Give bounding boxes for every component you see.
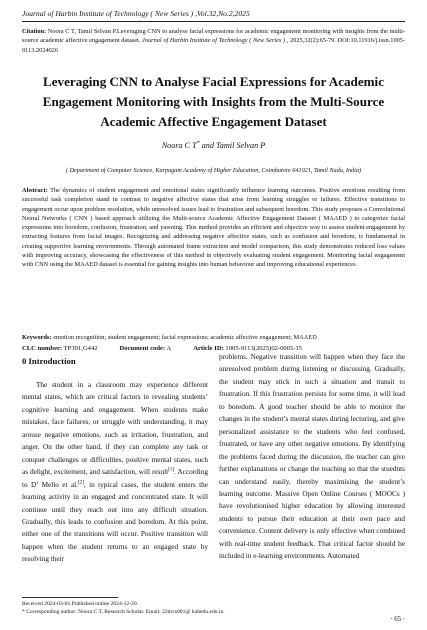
running-header xyxy=(22,9,405,18)
document-code-label: Document code: xyxy=(119,345,166,352)
keywords-label: Keywords: xyxy=(22,334,52,341)
page-number: · 65 · xyxy=(390,616,405,623)
document-code-value: A xyxy=(165,345,172,352)
citation-text: Noora C T, Tamil Selvan P.Leveraging CNN to analyse facial expressions for academic engagement monitoring with insights from the multi-source academic affective engagement dataset. xyxy=(22,28,405,45)
clc-label: CLC number: xyxy=(22,345,63,352)
citation-block xyxy=(22,27,405,55)
footnote-rule xyxy=(22,597,118,598)
article-id-value: 1005-9113(2025)02-0065-15 xyxy=(223,345,303,352)
corresponding-author-mark: * xyxy=(196,140,200,147)
citation-doi[interactable]: 2025,32(2):65-79. DOI:10.11916/j.issn.1005-9113.2024026 xyxy=(22,37,405,54)
abstract-label: Abstract: xyxy=(22,187,48,194)
journal-series: ( New Series ) xyxy=(148,9,196,18)
keywords-text: emotion recognition; student engagement; facial expressions; academic affective engagement; MAAED xyxy=(51,334,317,341)
intro-text-part-1: The student in a classroom may experience different mental states, which are critical factors in revealing students’ cognitive learning and engagement. When students make mistakes, face failures, or struggle with understanding, it may arouse negative emotions, such as irritation, frustration, and anger. On the other hand, if they can complete any task or conquer challenges or difficulties, positive mental states, such as delight, excitement, and satisfaction, will result xyxy=(22,381,208,477)
clc-value: TP391,G442 xyxy=(62,345,98,352)
journal-page xyxy=(22,0,405,630)
received-date-note: Received 2024-03-01.Published online 2024-12-20. xyxy=(22,601,139,607)
citation-journal: Journal of Harbin Institute of Technology ( New Series ) , xyxy=(140,37,289,45)
intro-text-part-3: , in typical cases, the student enters the learning activity in an engaged and concentrated state. It will continue until they reach out into any difficult situation. Gradually, this leads to confusion and boredom. At this point, either one of the transitions will occur. Positive transition will happen when the student returns to an engaged state by resolving their xyxy=(22,480,208,564)
author-conjunction: and xyxy=(199,141,216,150)
journal-name: Journal of Harbin Institute of Technology xyxy=(22,9,149,18)
citation-label: Citation: xyxy=(22,28,47,35)
author-1: Noora C T xyxy=(161,141,197,150)
corresponding-author-note: * Corresponding author: Noora C T, Research Scholar. Email: 22drcs001@ kahedu.edu.in. xyxy=(22,609,225,615)
article-id-label: Article ID: xyxy=(193,345,224,352)
abstract xyxy=(22,186,405,269)
author-2: Tamil Selvan P xyxy=(216,141,266,150)
footnotes xyxy=(22,600,405,616)
volume-issue: ,Vol.32,No.2,2025 xyxy=(195,9,250,18)
intro-paragraph-continued: problems. Negative transition will happen when they face the unresolved problem during listening or discussing. Gradually, the student may stick in such a situation and transit to frustration. If this frustration persists for some time, it will lead to boredom. A good teacher should be able to monitor the changes in the student’s mental states during lecturing, and give personalized assistance to the students who feel confused, frustrated, or have any other negative emotions. By identifying the problems faced during the discussion, the teacher can give further explanations or change the teaching so that the stuednts can understand easily, thereby maximising the student’s learning outcome. Massive Open Online Courses ( MOOCs ) have revolutionised higher education by allowing interested students to pursue their education at their own pace and convenience. Content delivery is only effective when combined with real-time student feedback. That critical factor should be included in e-learning environments. Automated xyxy=(219,353,405,561)
author-affiliation: ( Department of Computer Science, Karpagam Academy of Higher Education, Coimbatore 641021, Tamil Nadu, India) xyxy=(65,167,362,174)
reference-2[interactable]: [2] xyxy=(77,479,84,486)
right-column xyxy=(219,351,405,563)
reference-1[interactable]: [1] xyxy=(168,466,175,473)
header-rule xyxy=(22,21,405,22)
section-heading-introduction: 0 Introduction xyxy=(22,356,76,366)
intro-paragraph xyxy=(22,379,208,566)
author-list xyxy=(22,141,405,150)
intro-text-part-2: . According to D’ Mello et al. xyxy=(22,468,208,489)
abstract-text: The dynamics of student engagement and emotional states significantly influence learning outcomes. Positive emotions resulting from successful task completion stand in contrast to negative affective states that arise from learning struggles or failures. Effective transitions to engagement occur upon problem resolution, while unresolved issues lead to frustration and subsequent boredom. This study proposes a Convolutional Neural Networks ( CNN ) based approach utilizing the Multi-source Academic Affective Engagement Dataset ( MAAED ) to categorize facial expressions into boredom, confusion, frustration, and yawning. This method provides an efficient and objective way to assess student engagement by extracting features from facial images. Recognizing and addressing negative affective states, such as confusion and boredom, is fundamental in creating supportive learning environments. Through automated frame extraction and model comparison, this study demonstrates reduced loss values with improving accuracy, showcasing the effectiveness of this method in objectively evaluating student engagement. Monitoring facial engagement with CNN using the MAAED dataset is essential for gaining insights into human behaviour and improving educational experiences. xyxy=(22,187,405,268)
article-title: Leveraging CNN to Analyse Facial Expressions for Academic Engagement Monitoring with Insights from the Multi-Source Academic Affective Engagement Dataset xyxy=(42,74,385,129)
keywords xyxy=(22,333,405,342)
left-column xyxy=(22,351,208,566)
